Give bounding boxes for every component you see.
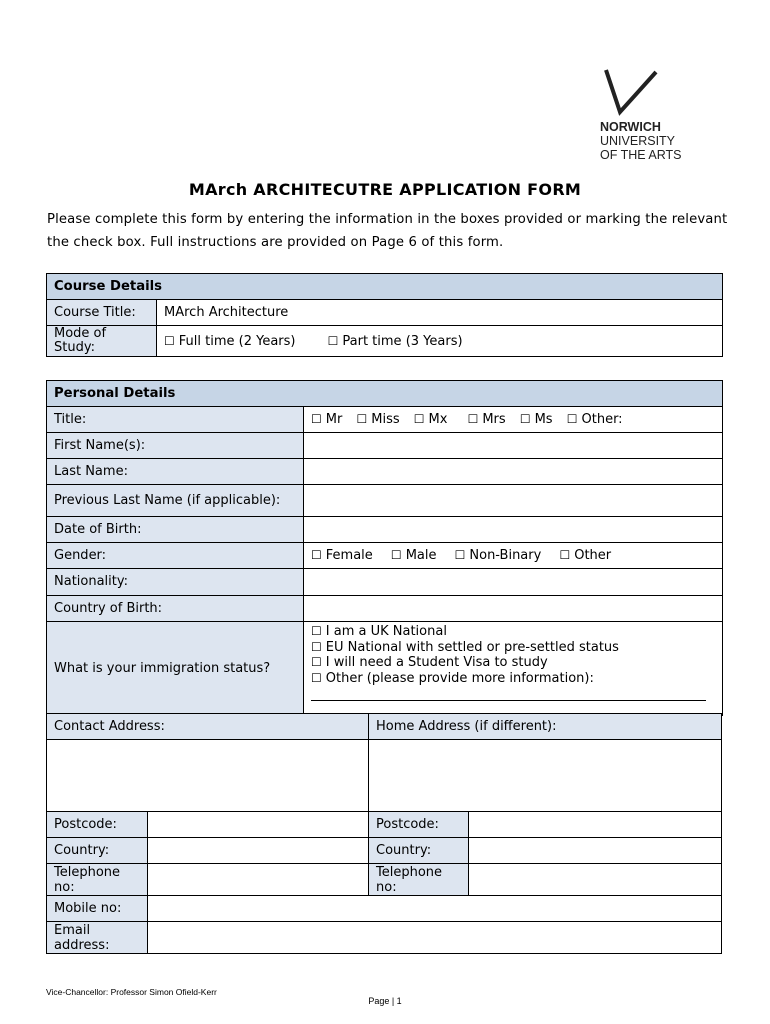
mobile-label: Mobile no: (46, 895, 148, 922)
university-logo (600, 66, 730, 162)
gender-label: Gender: (47, 543, 304, 569)
home-telephone-label: Telephone no: (368, 863, 469, 896)
contact-telephone-field[interactable] (147, 863, 369, 896)
immigration-status-label: What is your immigration status? (47, 622, 304, 716)
home-country-label: Country: (368, 837, 469, 864)
mode-of-study-options (157, 326, 723, 357)
footer-vice-chancellor: Vice-Chancellor: Professor Simon Ofield-Kerr (46, 987, 217, 997)
first-name-field[interactable] (304, 433, 723, 459)
mode-part-time-checkbox[interactable]: ☐ Part time (3 Years) (327, 333, 463, 349)
title-options (304, 407, 723, 433)
personal-details-heading: Personal Details (47, 381, 723, 407)
home-address-label: Home Address (if different): (368, 713, 722, 740)
course-details-heading: Course Details (47, 274, 723, 300)
contact-address-label: Contact Address: (46, 713, 369, 740)
gender-non-binary-checkbox[interactable]: ☐ Non-Binary (454, 548, 542, 563)
checkbox-icon: ☐ (327, 333, 339, 348)
contact-country-field[interactable] (147, 837, 369, 864)
country-of-birth-field[interactable] (304, 596, 723, 622)
course-title-label: Course Title: (47, 300, 157, 326)
title-miss-checkbox[interactable]: ☐ Miss (356, 412, 400, 427)
form-title: MArch ARCHITECUTRE APPLICATION FORM (188, 180, 582, 199)
country-of-birth-label: Country of Birth: (47, 596, 304, 622)
nationality-field[interactable] (304, 569, 723, 596)
date-of-birth-label: Date of Birth: (47, 517, 304, 543)
logo-line-2: UNIVERSITY (600, 134, 676, 148)
contact-address-field[interactable] (46, 739, 369, 812)
home-country-field[interactable] (468, 837, 722, 864)
footer-page-number: Page | 1 (368, 996, 402, 1006)
form-instructions: Please complete this form by entering the information in the boxes provided or marking the relevant the check box. Full instructions are provided on Page 6 of this form. (47, 212, 728, 250)
immigration-other-checkbox[interactable]: ☐ Other (please provide more information): (311, 670, 594, 686)
immigration-other-line[interactable] (311, 700, 706, 701)
home-address-field[interactable] (368, 739, 722, 812)
contact-telephone-label: Telephone no: (46, 863, 148, 896)
immigration-eu-settled-checkbox[interactable]: ☐ EU National with settled or pre-settled status (311, 639, 619, 655)
n-mark-icon (602, 66, 662, 116)
email-label: Email address: (46, 921, 148, 954)
previous-last-name-label: Previous Last Name (if applicable): (47, 485, 304, 517)
email-field[interactable] (147, 921, 722, 954)
title-other-checkbox[interactable]: ☐ Other: (566, 412, 623, 427)
mode-full-time-checkbox[interactable]: ☐ Full time (2 Years) (164, 333, 296, 349)
gender-options (304, 543, 723, 569)
gender-other-checkbox[interactable]: ☐ Other (559, 548, 612, 563)
last-name-field[interactable] (304, 459, 723, 485)
immigration-student-visa-checkbox[interactable]: ☐ I will need a Student Visa to study (311, 655, 548, 670)
course-title-value[interactable]: MArch Architecture (157, 300, 723, 326)
immigration-status-options (304, 622, 723, 716)
mobile-field[interactable] (147, 895, 722, 922)
personal-details-table (46, 380, 723, 716)
mode-of-study-label: Mode of Study: (47, 326, 157, 357)
contact-postcode-field[interactable] (147, 811, 369, 838)
checkbox-icon: ☐ (164, 333, 175, 348)
logo-line-1: NORWICH (600, 120, 661, 134)
first-name-label: First Name(s): (47, 433, 304, 459)
title-mr-checkbox[interactable]: ☐ Mr (311, 412, 343, 427)
title-mx-checkbox[interactable]: ☐ Mx (413, 412, 448, 427)
logo-line-3: OF THE ARTS (600, 148, 682, 162)
previous-last-name-field[interactable] (304, 485, 723, 517)
title-mrs-checkbox[interactable]: ☐ Mrs (467, 412, 506, 427)
last-name-label: Last Name: (47, 459, 304, 485)
contact-country-label: Country: (46, 837, 148, 864)
course-details-table (46, 273, 723, 357)
home-postcode-label: Postcode: (368, 811, 469, 838)
gender-female-checkbox[interactable]: ☐ Female (311, 548, 373, 563)
title-ms-checkbox[interactable]: ☐ Ms (519, 412, 553, 427)
title-label: Title: (47, 407, 304, 433)
home-telephone-field[interactable] (468, 863, 722, 896)
contact-postcode-label: Postcode: (46, 811, 148, 838)
immigration-uk-national-checkbox[interactable]: ☐ I am a UK National (311, 624, 447, 639)
gender-male-checkbox[interactable]: ☐ Male (390, 548, 437, 563)
nationality-label: Nationality: (47, 569, 304, 596)
home-postcode-field[interactable] (468, 811, 722, 838)
date-of-birth-field[interactable] (304, 517, 723, 543)
